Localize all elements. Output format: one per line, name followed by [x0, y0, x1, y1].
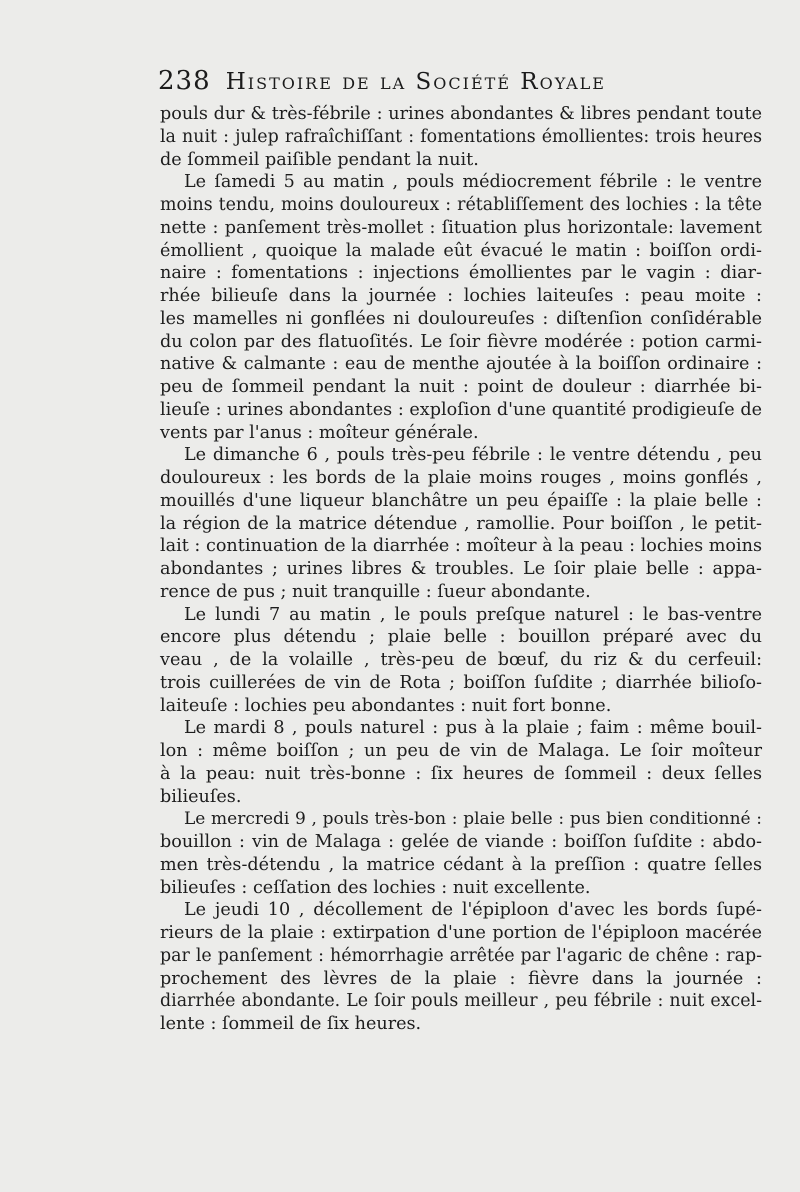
text-line: native & calmante : eau de menthe ajoutée à la boiſſon ordinaire :: [160, 354, 762, 375]
text-line: rence de pus ; nuit tranquille : ſueur abondante.: [160, 581, 591, 602]
page-header: [158, 66, 798, 96]
text-line: prochement des lèvres de la plaie : fièvre dans la journée :: [160, 968, 762, 989]
text-line: émollient , quoique la malade eût évacué le matin : boiſſon ordi-: [160, 240, 762, 261]
paragraph-samedi: [160, 171, 762, 444]
text-line: Le lundi 7 au matin , le pouls preſque naturel : le bas-ventre: [184, 604, 762, 625]
text-line: veau , de la volaille , très-peu de bœuf, du riz & du cerfeuil:: [160, 650, 762, 670]
text-line: nette : panſement très-mollet : ſituation plus horizontale: lavement: [160, 217, 762, 238]
text-line: la région de la matrice détendue , ramollie. Pour boiſſon , le petit-: [160, 513, 762, 534]
text-line: Le jeudi 10 , décollement de l'épiploon d'avec les bords ſupé-: [184, 900, 762, 921]
paragraph-lundi: [160, 604, 762, 718]
paragraph-dimanche: [160, 444, 762, 603]
text-line: les mamelles ni gonflées ni douloureuſes : diſtenſion conſidérable: [160, 308, 762, 329]
running-head: Histoire de la Société Royale: [225, 69, 606, 95]
text-line: du colon par des flatuoſités. Le ſoir fièvre modérée : potion carmi-: [160, 331, 762, 352]
paragraph-jeudi: [160, 899, 762, 1036]
text-line: laiteuſe : lochies peu abondantes : nuit fort bonne.: [160, 695, 612, 716]
text-line: lait : continuation de la diarrhée : moîteur à la peau : lochies moins: [160, 536, 762, 557]
text-line: lente : ſommeil de ſix heures.: [160, 1014, 422, 1034]
text-line: de ſommeil paiſible pendant la nuit.: [160, 149, 479, 170]
paragraph-mardi: [160, 717, 762, 808]
text-line: moins tendu, moins douloureux : rétabliſſement des lochies : la tête: [160, 195, 762, 215]
body-text: [160, 103, 762, 1036]
text-line: Le dimanche 6 , pouls très-peu fébrile : le ventre détendu , peu: [184, 445, 762, 466]
text-line: rhée bilieuſe dans la journée : lochies laiteuſes : peau moite :: [160, 286, 762, 306]
paragraph-continuation: [160, 103, 762, 171]
text-line: rieurs de la plaie : extirpation d'une portion de l'épiploon macérée: [160, 923, 762, 943]
text-line: Le mercredi 9 , pouls très-bon : plaie belle : pus bien conditionné :: [184, 809, 762, 830]
text-line: lieuſe : urines abondantes : exploſion d'une quantité prodigieuſe de: [160, 399, 762, 420]
text-line: trois cuillerées de vin de Rota ; boiſſon ſuſdite ; diarrhée bilioſo-: [160, 672, 762, 693]
text-line: vents par l'anus : moîteur générale.: [160, 422, 479, 443]
text-line: bilieuſes : ceſſation des lochies : nuit excellente.: [160, 877, 591, 898]
text-line: par le panſement : hémorrhagie arrêtée par l'agaric de chêne : rap-: [160, 945, 762, 966]
text-line: peu de ſommeil pendant la nuit : point de douleur : diarrhée bi-: [160, 377, 762, 397]
page-number: 238: [158, 66, 211, 96]
text-line: abondantes ; urines libres & troubles. Le ſoir plaie belle : appa-: [160, 559, 762, 579]
text-line: naire : fomentations : injections émollientes par le vagin : diar-: [160, 263, 762, 284]
text-line: Le mardi 8 , pouls naturel : pus à la plaie ; faim : même bouil-: [184, 718, 762, 739]
text-line: mouillés d'une liqueur blanchâtre un peu épaiſſe : la plaie belle :: [160, 490, 762, 511]
text-line: la nuit : julep rafraîchiſſant : fomentations émollientes: trois heures: [160, 126, 762, 147]
text-line: diarrhée abondante. Le ſoir pouls meilleur , peu fébrile : nuit excel-: [160, 991, 762, 1012]
paragraph-mercredi: [160, 808, 762, 899]
text-line: encore plus détendu ; plaie belle : bouillon préparé avec du: [160, 627, 762, 648]
text-line: pouls dur & très-fébrile : urines abondantes & libres pendant toute: [160, 104, 762, 124]
text-line: bouillon : vin de Malaga : gelée de viande : boiſſon ſuſdite : abdo-: [160, 832, 762, 852]
text-line: bilieuſes.: [160, 786, 242, 807]
text-line: Le ſamedi 5 au matin , pouls médiocrement fébrile : le ventre: [184, 172, 762, 193]
text-line: à la peau: nuit très-bonne : ſix heures de ſommeil : deux ſelles: [160, 763, 762, 784]
text-line: douloureux : les bords de la plaie moins rouges , moins gonflés ,: [160, 468, 762, 488]
text-line: men très-détendu , la matrice cédant à la preſſion : quatre ſelles: [160, 854, 762, 875]
text-line: lon : même boiſſon ; un peu de vin de Malaga. Le ſoir moîteur: [160, 741, 762, 761]
